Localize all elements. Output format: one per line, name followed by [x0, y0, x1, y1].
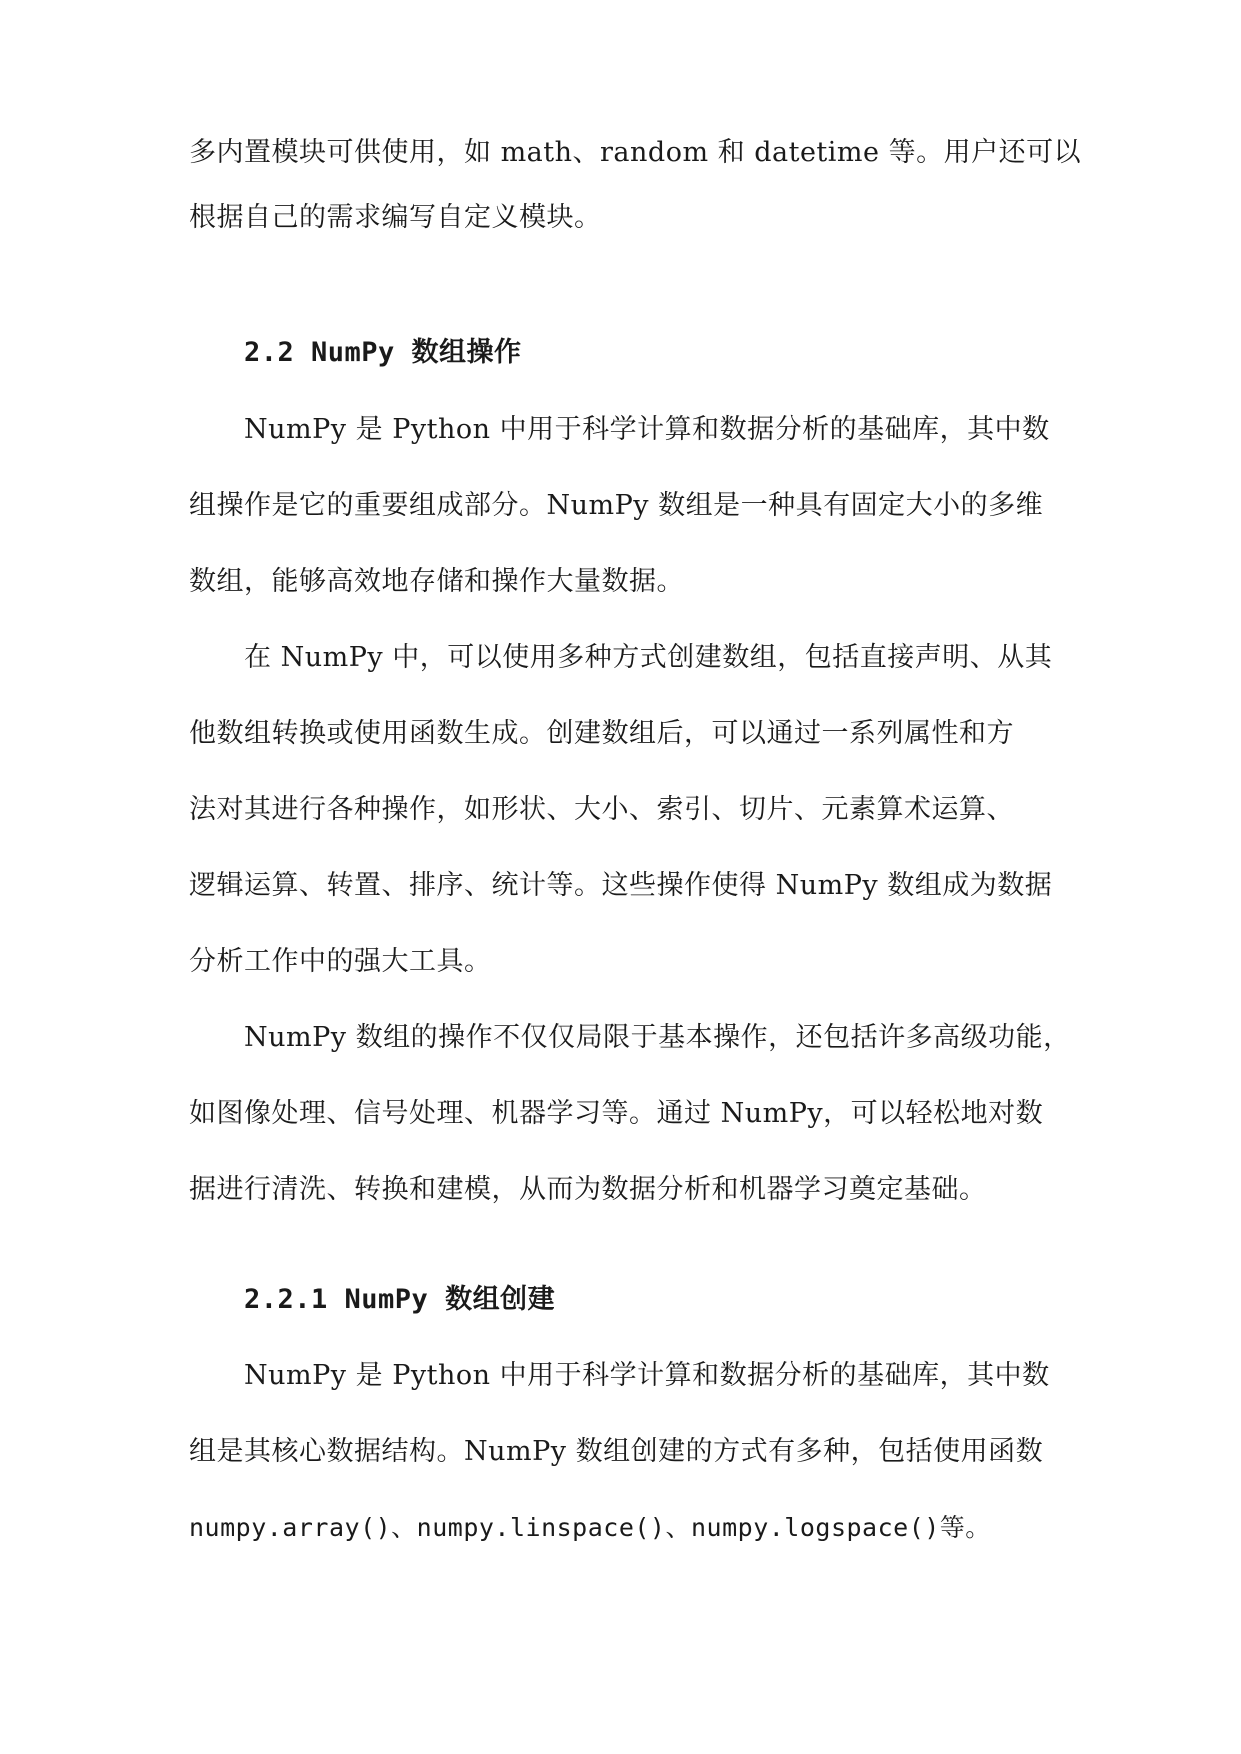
paragraph-line: 在 NumPy 中，可以使用多种方式创建数组，包括直接声明、从其 — [244, 642, 1053, 673]
paragraph-line: 法对其进行各种操作，如形状、大小、索引、切片、元素算术运算、 — [189, 794, 1014, 825]
section-heading-2-2: 2.2 NumPy 数组操作 — [244, 337, 522, 368]
paragraph-line: 他数组转换或使用函数生成。创建数组后，可以通过一系列属性和方 — [189, 718, 1014, 749]
paragraph-line: 数组，能够高效地存储和操作大量数据。 — [189, 566, 684, 597]
paragraph-line: 分析工作中的强大工具。 — [189, 946, 492, 977]
paragraph-line-code: numpy.array()、numpy.linspace()、numpy.logspace()等。 — [189, 1513, 991, 1542]
paragraph-line: NumPy 数组的操作不仅仅局限于基本操作，还包括许多高级功能， — [244, 1022, 1071, 1053]
paragraph-line: NumPy 是 Python 中用于科学计算和数据分析的基础库，其中数 — [244, 1360, 1050, 1391]
paragraph-line: 根据自己的需求编写自定义模块。 — [189, 202, 602, 233]
section-heading-2-2-1: 2.2.1 NumPy 数组创建 — [244, 1284, 556, 1315]
paragraph-line: 多内置模块可供使用，如 math、random 和 datetime 等。用户还可以 — [189, 137, 1082, 168]
paragraph-line: 组是其核心数据结构。NumPy 数组创建的方式有多种，包括使用函数 — [189, 1436, 1044, 1467]
paragraph-line: 据进行清洗、转换和建模，从而为数据分析和机器学习奠定基础。 — [189, 1174, 987, 1205]
paragraph-line: 如图像处理、信号处理、机器学习等。通过 NumPy，可以轻松地对数 — [189, 1098, 1044, 1129]
paragraph-line: NumPy 是 Python 中用于科学计算和数据分析的基础库，其中数 — [244, 414, 1050, 445]
paragraph-line: 逻辑运算、转置、排序、统计等。这些操作使得 NumPy 数组成为数据 — [189, 870, 1053, 901]
paragraph-line: 组操作是它的重要组成部分。NumPy 数组是一种具有固定大小的多维 — [189, 490, 1044, 521]
